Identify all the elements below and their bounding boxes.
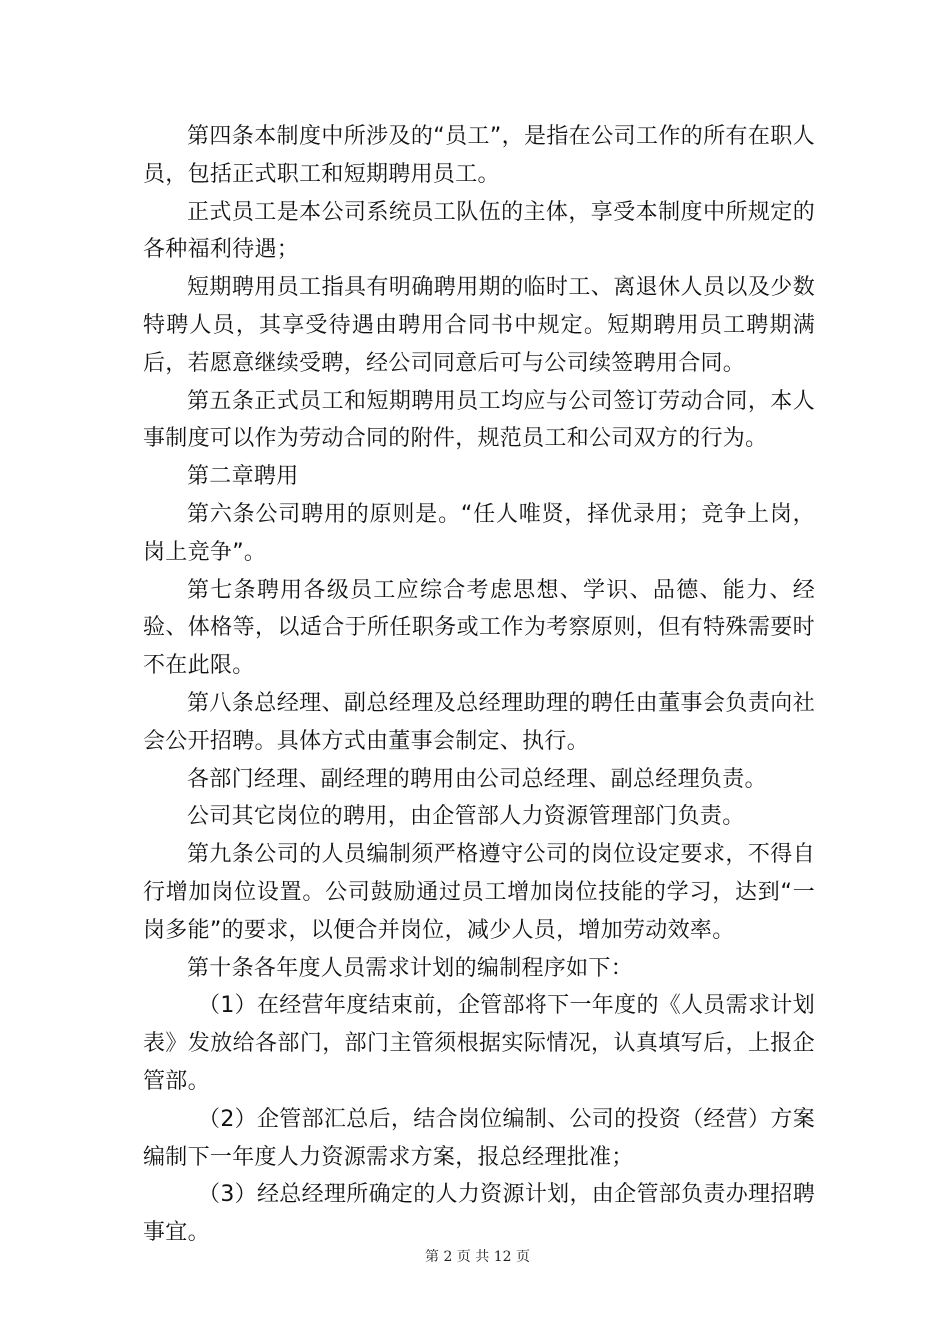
article-9-paragraph: 第九条公司的人员编制须严格遵守公司的岗位设定要求，不得自行增加岗位设置。公司鼓励通过员工增加岗位技能的学习，达到“一岗多能”的要求，以便合并岗位，减少人员，增加劳动效率。: [143, 842, 815, 943]
article-6-paragraph: 第六条公司聘用的原则是。“任人唯贤，择优录用；竞争上岗，岗上竞争”。: [143, 501, 815, 565]
document-body: [143, 118, 815, 1252]
department-manager-paragraph: 各部门经理、副经理的聘用由公司总经理、副总经理负责。: [187, 766, 767, 792]
regular-employee-paragraph: 正式员工是本公司系统员工队伍的主体，享受本制度中所规定的各种福利待遇；: [143, 199, 815, 263]
procedure-step-1: （1）在经营年度结束前，企管部将下一年度的《人员需求计划表》发放给各部门，部门主管须根据实际情况，认真填写后，上报企管部。: [143, 993, 815, 1094]
chapter-2-heading: 第二章聘用: [187, 464, 299, 490]
article-7-paragraph: 第七条聘用各级员工应综合考虑思想、学识、品德、能力、经验、体格等，以适合于所任职务或工作为考察原则，但有特殊需要时不在此限。: [143, 577, 815, 679]
procedure-step-2: （2）企管部汇总后，结合岗位编制、公司的投资（经营）方案编制下一年度人力资源需求方案，报总经理批准；: [143, 1106, 815, 1170]
article-4-paragraph: 第四条本制度中所涉及的“员工”，是指在公司工作的所有在职人员，包括正式职工和短期聘用员工。: [143, 124, 815, 187]
article-10-paragraph: 第十条各年度人员需求计划的编制程序如下：: [187, 955, 634, 981]
other-positions-paragraph: 公司其它岗位的聘用，由企管部人力资源管理部门负责。: [187, 804, 745, 830]
procedure-step-3: （3）经总经理所确定的人力资源计划，由企管部负责办理招聘事宜。: [143, 1182, 815, 1246]
article-5-paragraph: 第五条正式员工和短期聘用员工均应与公司签订劳动合同，本人事制度可以作为劳动合同的附件，规范员工和公司双方的行为。: [143, 388, 815, 452]
article-8-paragraph: 第八条总经理、副总经理及总经理助理的聘任由董事会负责向社会公开招聘。具体方式由董事会制定、执行。: [143, 690, 815, 754]
page-number-footer: 第 2 页 共 12 页: [425, 1249, 530, 1265]
short-term-employee-paragraph: 短期聘用员工指具有明确聘用期的临时工、离退休人员以及少数特聘人员，其享受待遇由聘用合同书中规定。短期聘用员工聘期满后，若愿意继续受聘，经公司同意后可与公司续签聘用合同。: [143, 275, 815, 376]
